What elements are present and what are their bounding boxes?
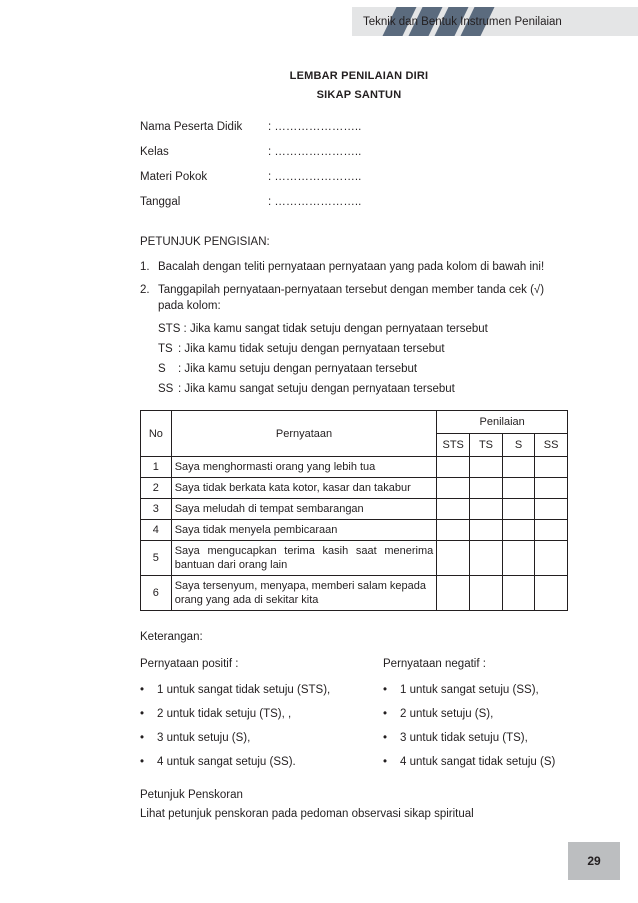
list-item-text: 1 untuk sangat tidak setuju (STS), [157, 684, 331, 696]
identity-fields [140, 121, 500, 221]
rating-cell-s[interactable] [502, 457, 534, 478]
legend-row [158, 341, 590, 361]
instructions-heading: PETUNJUK PENGISIAN: [140, 236, 270, 248]
rating-cell-sts[interactable] [437, 499, 470, 520]
list-item-text: 3 untuk tidak setuju (TS), [400, 732, 528, 744]
identity-row-name [140, 121, 500, 146]
list-item [383, 756, 623, 780]
legend-row [158, 361, 590, 381]
rating-cell-sts[interactable] [437, 541, 470, 576]
page-number: 29 [568, 842, 620, 880]
list-item-text: 1 untuk sangat setuju (SS), [400, 684, 539, 696]
rating-cell-ts[interactable] [470, 499, 503, 520]
rating-cell-ss[interactable] [535, 457, 568, 478]
list-item-text: 3 untuk setuju (S), [157, 732, 251, 744]
bullet-icon: • [383, 732, 388, 744]
rating-cell-s[interactable] [502, 520, 534, 541]
list-item [140, 684, 380, 708]
table-row [141, 541, 568, 576]
list-item-text: 4 untuk sangat setuju (SS). [157, 756, 296, 768]
identity-label: Nama Peserta Didik [140, 121, 243, 133]
identity-label: Tanggal [140, 196, 181, 208]
identity-label: Kelas [140, 146, 169, 158]
row-statement: Saya menghormasti orang yang lebih tua [171, 457, 437, 478]
table-row [141, 499, 568, 520]
rating-cell-ts[interactable] [470, 576, 503, 611]
list-item-text: 2 untuk tidak setuju (TS), , [157, 708, 292, 720]
bullet-icon: • [140, 684, 145, 696]
rating-cell-ts[interactable] [470, 457, 503, 478]
form-title: LEMBAR PENILAIAN DIRI [289, 70, 429, 82]
identity-row-class [140, 146, 500, 171]
legend-code: SS [158, 383, 174, 395]
bullet-icon: • [140, 732, 145, 744]
row-number: 3 [141, 499, 172, 520]
positive-statement-notes [140, 658, 380, 780]
rating-cell-ts[interactable] [470, 541, 503, 576]
rating-cell-sts[interactable] [437, 457, 470, 478]
column-header-statement: Pernyataan [171, 411, 437, 457]
legend-text: : Jika kamu tidak setuju dengan pernyataan tersebut [178, 343, 445, 355]
list-item [383, 732, 623, 756]
bullet-icon: • [383, 684, 388, 696]
instructions [140, 234, 590, 401]
identity-value: : ………………….. [268, 121, 362, 133]
instruction-number: 2. [140, 284, 150, 296]
row-statement: Saya tidak berkata kata kotor, kasar dan takabur [171, 478, 437, 499]
identity-label: Materi Pokok [140, 171, 208, 183]
instruction-text: Tanggapilah pernyataan-pernyataan tersebut dengan member tanda cek (√) pada kolom: [158, 284, 545, 312]
negative-statement-notes [383, 658, 623, 780]
bullet-icon: • [140, 708, 145, 720]
row-number: 1 [141, 457, 172, 478]
instruction-item [140, 282, 590, 314]
list-item [140, 732, 380, 756]
bullet-icon: • [140, 756, 145, 768]
legend-code: TS [158, 343, 173, 355]
rating-cell-sts[interactable] [437, 576, 470, 611]
instruction-number: 1. [140, 261, 150, 273]
running-header-title: Teknik dan Bentuk Instrumen Penilaian [363, 16, 562, 28]
rating-header-ss: SS [535, 434, 568, 457]
row-number: 4 [141, 520, 172, 541]
identity-value: : ………………….. [268, 146, 362, 158]
bullet-icon: • [383, 708, 388, 720]
legend-text: : Jika kamu setuju dengan pernyataan tersebut [178, 363, 418, 375]
legend-row [158, 381, 590, 401]
rating-legend [158, 321, 590, 401]
rating-cell-ss[interactable] [535, 520, 568, 541]
rating-cell-ss[interactable] [535, 576, 568, 611]
list-item [140, 708, 380, 732]
column-header-no: No [141, 411, 172, 457]
row-number: 6 [141, 576, 172, 611]
rating-cell-sts[interactable] [437, 478, 470, 499]
list-item [383, 708, 623, 732]
row-statement: Saya tidak menyela pembicaraan [171, 520, 437, 541]
instruction-text: Bacalah dengan teliti pernyataan pernyataan yang pada kolom di bawah ini! [158, 261, 545, 273]
row-statement: Saya mengucapkan terima kasih saat menerima bantuan dari orang lain [171, 541, 437, 576]
instruction-item [140, 259, 590, 275]
rating-cell-s[interactable] [502, 499, 534, 520]
scoring-text: Lihat petunjuk penskoran pada pedoman observasi sikap spiritual [140, 808, 474, 820]
rating-header-sts: STS [437, 434, 470, 457]
identity-row-topic [140, 171, 500, 196]
rating-cell-sts[interactable] [437, 520, 470, 541]
list-item [383, 684, 623, 708]
negative-notes-heading: Pernyataan negatif : [383, 658, 486, 670]
row-number: 5 [141, 541, 172, 576]
identity-row-date [140, 196, 500, 221]
rating-cell-ss[interactable] [535, 541, 568, 576]
rating-cell-s[interactable] [502, 541, 534, 576]
rating-header-ts: TS [470, 434, 503, 457]
rating-cell-s[interactable] [502, 576, 534, 611]
identity-value: : ………………….. [268, 196, 362, 208]
table-row [141, 520, 568, 541]
rating-cell-ss[interactable] [535, 478, 568, 499]
list-item-text: 2 untuk setuju (S), [400, 708, 494, 720]
table-row [141, 457, 568, 478]
list-item [140, 756, 380, 780]
identity-value: : ………………….. [268, 171, 362, 183]
table-row [141, 478, 568, 499]
rating-header-s: S [502, 434, 534, 457]
legend-row [158, 321, 590, 341]
list-item-text: 4 untuk sangat tidak setuju (S) [400, 756, 556, 768]
notes-heading: Keterangan: [140, 631, 203, 643]
bullet-icon: • [383, 756, 388, 768]
row-number: 2 [141, 478, 172, 499]
rating-cell-ts[interactable] [470, 520, 503, 541]
rating-cell-s[interactable] [502, 478, 534, 499]
rating-cell-ss[interactable] [535, 499, 568, 520]
legend-text: STS : Jika kamu sangat tidak setuju dengan pernyataan tersebut [158, 323, 488, 335]
positive-notes-heading: Pernyataan positif : [140, 658, 239, 670]
row-statement: Saya meludah di tempat sembarangan [171, 499, 437, 520]
legend-text: : Jika kamu sangat setuju dengan pernyataan tersebut [178, 383, 455, 395]
self-assessment-table [140, 410, 568, 611]
row-statement: Saya tersenyum, menyapa, memberi salam kepada orang yang ada di sekitar kita [171, 576, 437, 611]
table-row [141, 576, 568, 611]
rating-cell-ts[interactable] [470, 478, 503, 499]
legend-code: S [158, 363, 166, 375]
column-header-rating: Penilaian [437, 411, 568, 434]
scoring-heading: Petunjuk Penskoran [140, 789, 243, 801]
form-subtitle: SIKAP SANTUN [316, 89, 402, 101]
